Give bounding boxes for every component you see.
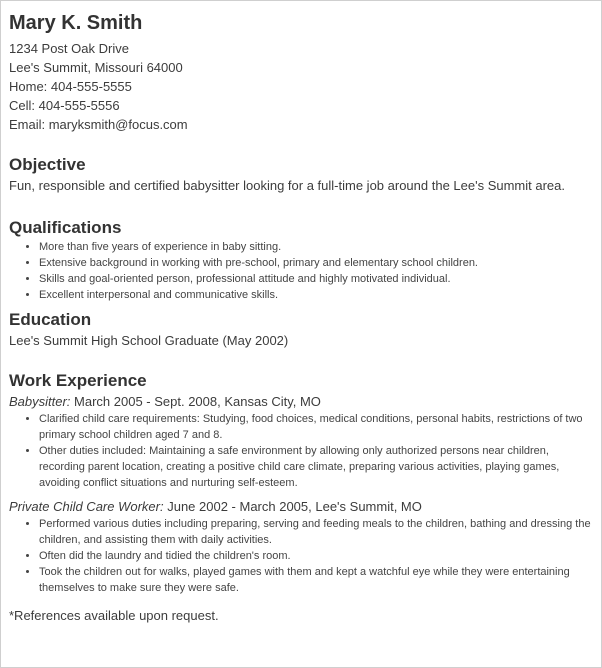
cell-phone: Cell: 404-555-5556 <box>9 98 120 113</box>
education-heading: Education <box>9 310 92 329</box>
resume-name: Mary K. Smith <box>9 12 143 34</box>
contact-block <box>9 39 593 134</box>
list-item: • Skills and goal-oriented person, professional attitude and highly motivated individual. <box>39 271 593 287</box>
education-section <box>9 309 593 350</box>
list-item: • Other duties included: Maintaining a safe environment by allowing only authorized persons near children, recording parent location, creating a positive child care climate, preparing various activities, playing games, avoiding conflict situations and nurturing self-esteem. <box>39 443 593 491</box>
list-item: • More than five years of experience in baby sitting. <box>39 239 593 255</box>
qualifications-list <box>9 239 593 303</box>
email: Email: maryksmith@focus.com <box>9 117 188 132</box>
address-line-1: 1234 Post Oak Drive <box>9 41 129 56</box>
references-note: *References available upon request. <box>9 608 219 623</box>
list-item: • Excellent interpersonal and communicative skills. <box>39 287 593 303</box>
job-header <box>9 497 593 516</box>
job-header <box>9 392 593 411</box>
job-title: Babysitter: <box>9 394 71 409</box>
job-entry <box>9 392 593 491</box>
qualifications-section <box>9 217 593 303</box>
job-details: June 2002 - March 2005, Lee's Summit, MO <box>163 499 422 514</box>
job-entry <box>9 497 593 596</box>
address-line-2: Lee's Summit, Missouri 64000 <box>9 60 183 75</box>
duties-list <box>9 411 593 491</box>
objective-heading: Objective <box>9 155 86 174</box>
list-item: • Clarified child care requirements: Studying, food choices, medical conditions, personal habits, restrictions of two primary school children aged 7 and 8. <box>39 411 593 443</box>
work-section <box>9 370 593 596</box>
education-text: Lee's Summit High School Graduate (May 2002) <box>9 333 289 348</box>
home-phone: Home: 404-555-5555 <box>9 79 132 94</box>
job-title: Private Child Care Worker: <box>9 499 164 514</box>
list-item: • Performed various duties including preparing, serving and feeding meals to the children, bathing and dressing the children, and assisting them with daily activities. <box>39 516 593 548</box>
duties-list <box>9 516 593 596</box>
list-item: • Often did the laundry and tidied the children's room. <box>39 548 593 564</box>
job-details: March 2005 - Sept. 2008, Kansas City, MO <box>70 394 321 409</box>
qualifications-heading: Qualifications <box>9 218 122 237</box>
objective-section <box>9 154 593 195</box>
list-item: • Extensive background in working with pre-school, primary and elementary school children. <box>39 255 593 271</box>
work-heading: Work Experience <box>9 371 147 390</box>
objective-text: Fun, responsible and certified babysitter looking for a full-time job around the Lee's Summit area. <box>9 178 565 193</box>
list-item: • Took the children out for walks, played games with them and kept a watchful eye while they were entertaining themselves to make sure they were safe. <box>39 564 593 596</box>
